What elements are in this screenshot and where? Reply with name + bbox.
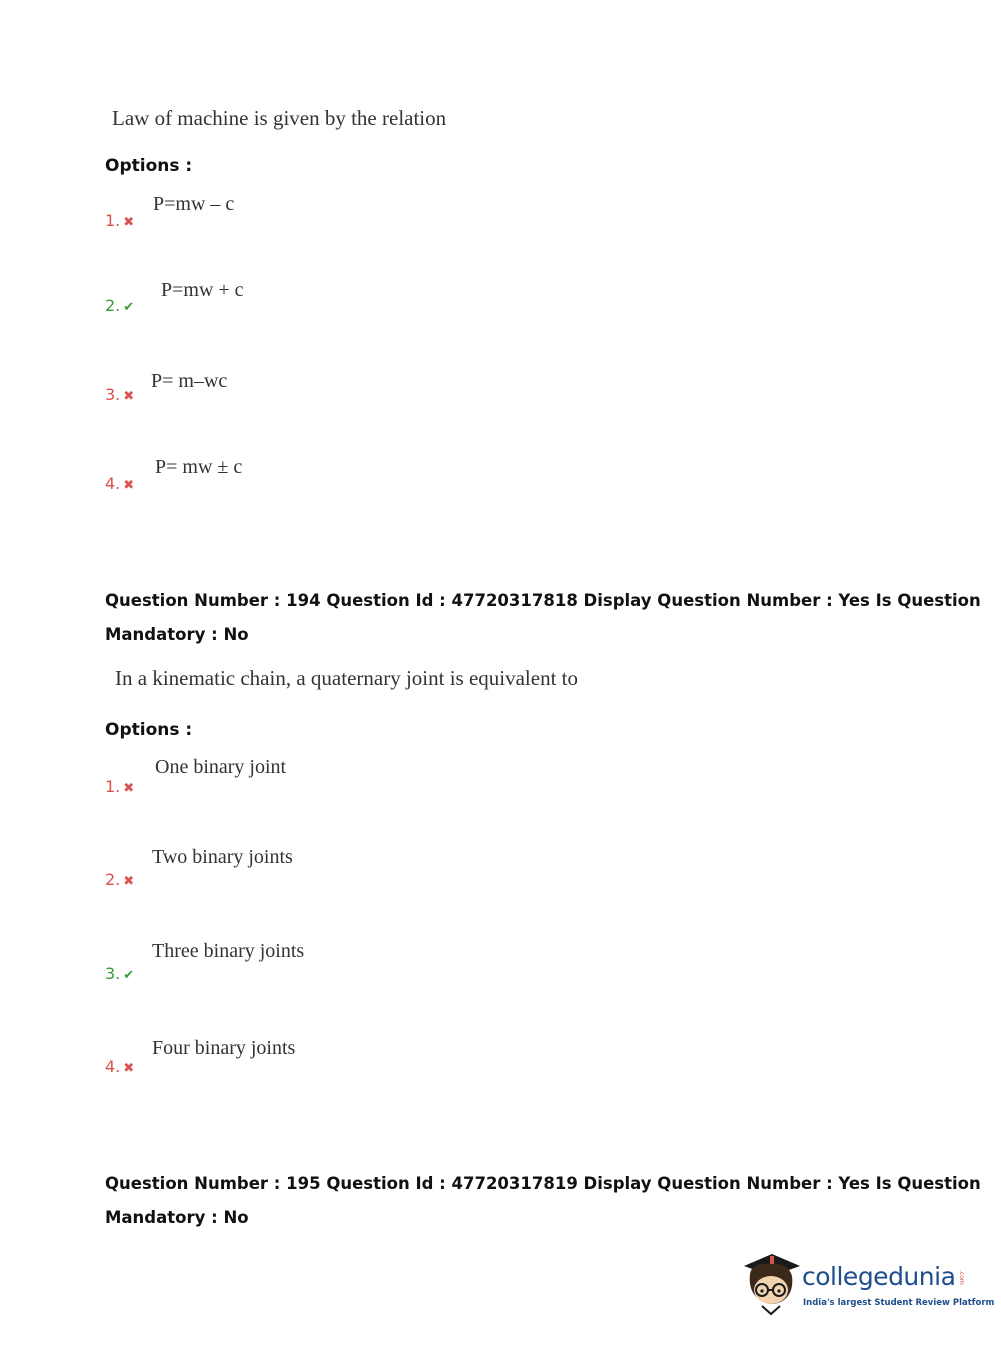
question-meta: Question Number : 195 Question Id : 47720317819 Display Question Number : Yes Is Question	[105, 1174, 981, 1193]
question-meta-mandatory: Mandatory : No	[105, 1208, 249, 1227]
correct-icon: ✔	[123, 968, 135, 983]
logo-domain-suffix: .com	[958, 1270, 965, 1285]
option-number: 3. ✖	[105, 385, 135, 404]
question-meta-mandatory: Mandatory : No	[105, 625, 249, 644]
mascot-icon	[740, 1248, 802, 1318]
option-text: P= m–wc	[151, 370, 228, 392]
option-number: 3. ✔	[105, 964, 135, 983]
wrong-icon: ✖	[123, 389, 135, 404]
option-number: 2. ✖	[105, 870, 135, 889]
question-meta: Question Number : 194 Question Id : 47720317818 Display Question Number : Yes Is Question	[105, 591, 981, 610]
correct-icon: ✔	[123, 300, 135, 315]
wrong-icon: ✖	[123, 1061, 135, 1076]
options-heading: Options :	[105, 720, 193, 740]
option-number: 4. ✖	[105, 474, 135, 493]
wrong-icon: ✖	[123, 215, 135, 230]
question-text: Law of machine is given by the relation	[112, 106, 447, 130]
option-number: 4. ✖	[105, 1057, 135, 1076]
wrong-icon: ✖	[123, 874, 135, 889]
option-text: Three binary joints	[152, 940, 305, 962]
option-text: Four binary joints	[152, 1037, 296, 1059]
option-number: 2. ✔	[105, 296, 135, 315]
option-number: 1. ✖	[105, 777, 135, 796]
collegedunia-logo	[740, 1248, 995, 1318]
wrong-icon: ✖	[123, 781, 135, 796]
option-number: 1. ✖	[105, 211, 135, 230]
option-text: Two binary joints	[152, 846, 293, 868]
logo-tagline: India's largest Student Review Platform	[803, 1298, 995, 1308]
logo-wordmark: collegedunia	[802, 1262, 956, 1291]
wrong-icon: ✖	[123, 478, 135, 493]
option-text: One binary joint	[155, 756, 287, 778]
option-text: P=mw + c	[161, 279, 244, 301]
question-text: In a kinematic chain, a quaternary joint is equivalent to	[115, 666, 579, 690]
option-text: P=mw – c	[153, 193, 235, 215]
option-text: P= mw ± c	[155, 456, 243, 478]
options-heading: Options :	[105, 156, 193, 176]
